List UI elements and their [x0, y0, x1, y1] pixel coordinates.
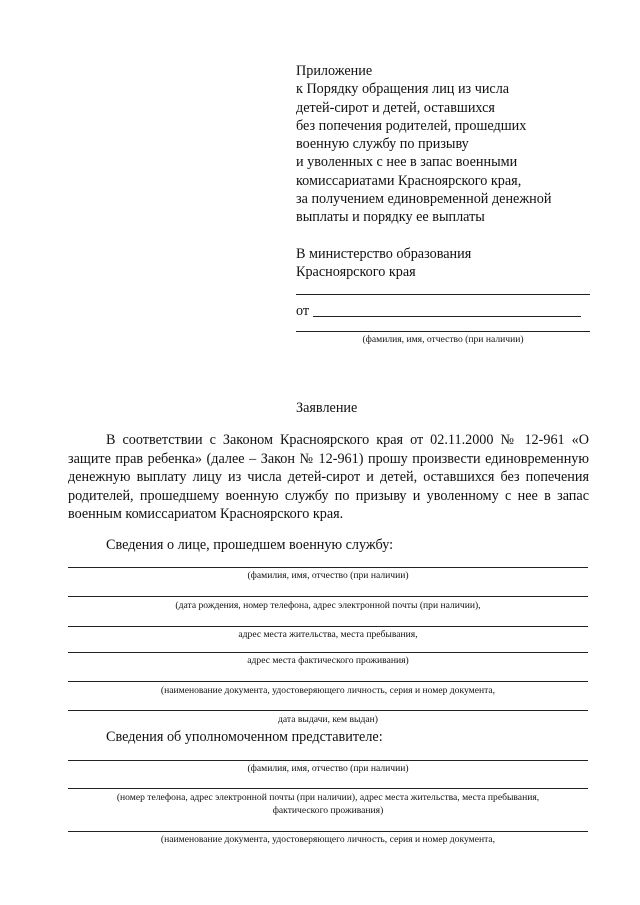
appendix-line: детей-сирот и детей, оставшихся — [296, 99, 495, 116]
rep-contacts-field[interactable] — [68, 788, 588, 789]
person-caption-actual-address: адрес места фактического проживания) — [247, 655, 409, 666]
appendix-line: комиссариатами Красноярского края, — [296, 172, 522, 189]
appendix-header — [296, 62, 551, 227]
person-actual-address-field[interactable] — [68, 652, 588, 653]
person-caption-fullname: (фамилия, имя, отчество (при наличии) — [247, 570, 409, 581]
appendix-line: и уволенных с нее в запас военными — [296, 154, 518, 171]
person-caption-id-document: (наименование документа, удостоверяющего личность, серия и номер документа, — [160, 685, 496, 696]
rep-id-document-field[interactable] — [68, 831, 588, 832]
from-label: от — [296, 303, 310, 319]
person-contacts-field[interactable] — [68, 596, 588, 597]
addressee-line: В министерство образования — [296, 246, 472, 262]
person-caption-residence: адрес места жительства, места пребывания, — [238, 629, 418, 640]
person-caption-issue-date: дата выдачи, кем выдан) — [278, 714, 378, 725]
rep-caption-actual-residence: фактического проживания) — [272, 805, 384, 816]
person-id-document-field[interactable] — [68, 681, 588, 682]
person-residence-field[interactable] — [68, 626, 588, 627]
rep-fullname-field[interactable] — [68, 760, 588, 761]
appendix-line: Приложение — [296, 63, 373, 79]
from-name-field[interactable] — [313, 316, 581, 317]
addressee-block — [296, 245, 471, 282]
person-section-heading: Сведения о лице, прошедшем военную службу: — [106, 537, 394, 553]
appendix-line: без попечения родителей, прошедших — [296, 117, 527, 134]
appendix-line: к Порядку обращения лиц из числа — [296, 81, 510, 98]
appendix-line: военную службу по призыву — [296, 136, 469, 153]
rep-caption-fullname: (фамилия, имя, отчество (при наличии) — [247, 763, 409, 774]
appendix-line: за получением единовременной денежной — [296, 191, 552, 208]
addressee-blank-line[interactable] — [296, 294, 590, 295]
rep-caption-id-document: (наименование документа, удостоверяющего личность, серия и номер документа, — [160, 834, 496, 845]
addressee-line: Красноярского края — [296, 264, 416, 281]
person-fullname-field[interactable] — [68, 567, 588, 568]
document-title: Заявление — [296, 400, 358, 416]
statement-paragraph: В соответствии с Законом Красноярского края от 02.11.2000 № 12-961 «О защите прав ребенка» (далее – Закон № 12-961) прошу произвести единовременную денежную выплату лицу из числа детей-сирот и детей, оставшихся без попечения родителей, прошедшему военную службу по призыву и уволенному с нее в запас военным комиссариатом Красноярского края. — [68, 432, 589, 522]
person-caption-contacts: (дата рождения, номер телефона, адрес электронной почты (при наличии), — [175, 600, 481, 611]
appendix-line: выплаты и порядку ее выплаты — [296, 209, 485, 226]
rep-caption-contacts: (номер телефона, адрес электронной почты (при наличии), адрес места жительства, места пребывания, — [116, 792, 540, 803]
from-name-field-2[interactable] — [296, 331, 590, 332]
representative-section-heading: Сведения об уполномоченном представителе: — [106, 729, 383, 745]
person-issue-date-field[interactable] — [68, 710, 588, 711]
from-caption: (фамилия, имя, отчество (при наличии) — [362, 334, 524, 345]
